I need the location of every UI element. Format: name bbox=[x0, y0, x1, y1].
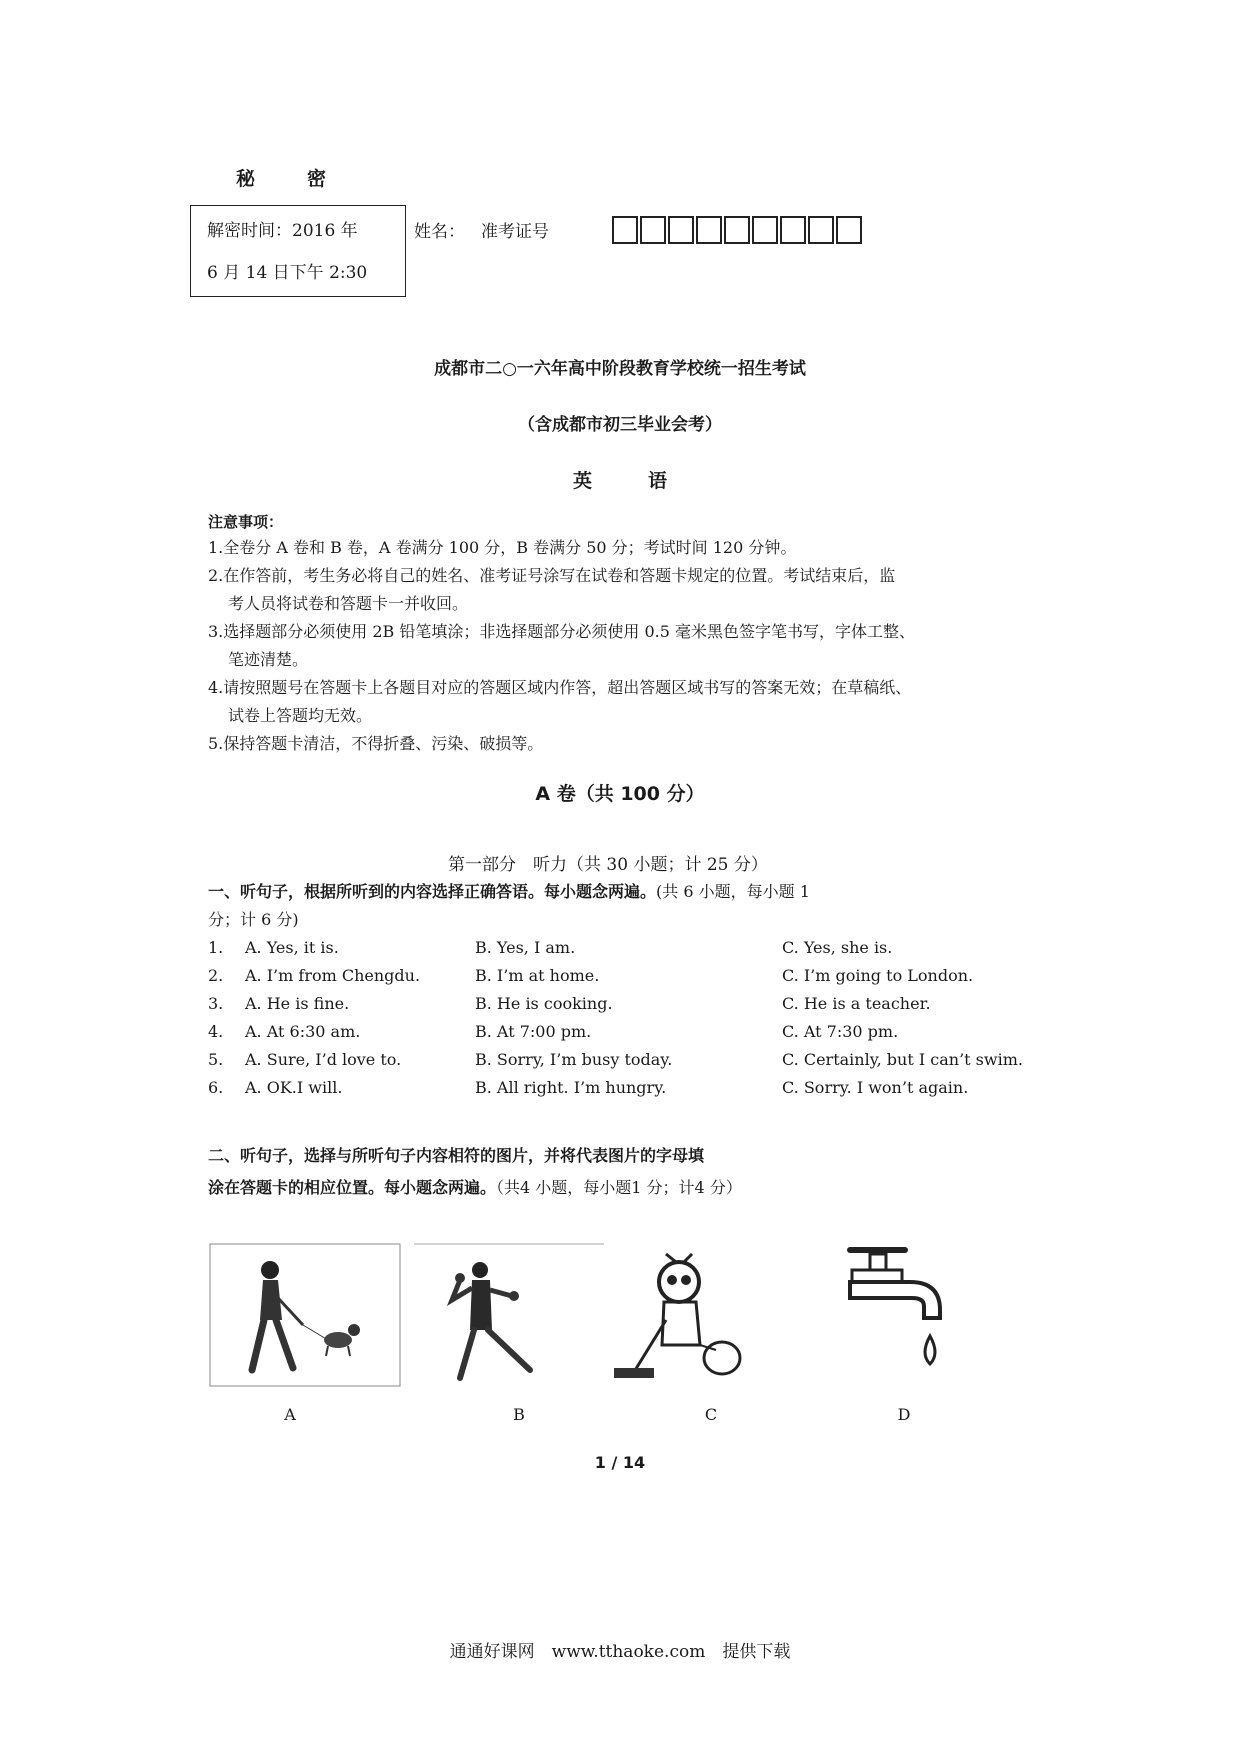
ticket-number-label: 准考证号 bbox=[481, 222, 549, 242]
option-a: A. Yes, it is. bbox=[245, 938, 339, 957]
secret-char-1: 秘 bbox=[236, 168, 256, 190]
option-b: B. Sorry, I’m busy today. bbox=[475, 1050, 673, 1069]
option-a: A. Sure, I’d love to. bbox=[245, 1050, 402, 1069]
name-label: 姓名： bbox=[414, 222, 465, 242]
note-item: 5.保持答题卡清洁，不得折叠、污染、破损等。 bbox=[208, 734, 544, 753]
ticket-box bbox=[724, 216, 750, 244]
ticket-box bbox=[836, 216, 862, 244]
question-number: 5. bbox=[208, 1050, 224, 1069]
picture-label-c: C bbox=[704, 1405, 718, 1424]
ticket-box bbox=[668, 216, 694, 244]
picture-label-a: A bbox=[284, 1405, 296, 1424]
option-c: C. He is a teacher. bbox=[782, 994, 931, 1013]
boxing-man-icon bbox=[412, 1240, 607, 1390]
note-item: 笔迹清楚。 bbox=[228, 650, 309, 669]
section2-bold-1: 二、听句子，选择与所听句子内容相符的图片，并将代表图片的字母填 bbox=[208, 1146, 705, 1165]
option-c: C. I’m going to London. bbox=[782, 966, 974, 985]
dripping-tap-icon bbox=[800, 1240, 995, 1390]
question-number: 6. bbox=[208, 1078, 224, 1097]
footer-download-note: 通通好课网 www.tthaoke.com 提供下载 bbox=[449, 1642, 791, 1662]
section1-tail: (共 6 小题，每小题 1 bbox=[656, 882, 810, 901]
picture-label-b: B bbox=[513, 1405, 525, 1424]
picture-label-d: D bbox=[897, 1405, 911, 1424]
question-number: 1. bbox=[208, 938, 224, 957]
secret-mark bbox=[236, 164, 378, 191]
option-b: B. I’m at home. bbox=[475, 966, 600, 985]
option-a: A. I’m from Chengdu. bbox=[245, 966, 421, 985]
subject-char-2: 语 bbox=[648, 470, 668, 492]
section2-tail: （共4 小题，每小题1 分；计4 分） bbox=[496, 1178, 742, 1197]
question-number: 3. bbox=[208, 994, 224, 1013]
ticket-box bbox=[752, 216, 778, 244]
exam-title: 成都市二○一六年高中阶段教育学校统一招生考试 bbox=[434, 359, 806, 379]
declassify-line-2: 6 月 14 日下午 2:30 bbox=[207, 263, 368, 283]
option-c: C. Sorry. I won’t again. bbox=[782, 1078, 969, 1097]
note-item: 2.在作答前，考生务必将自己的姓名、准考证号涂写在试卷和答题卡规定的位置。考试结束后，监 bbox=[208, 566, 896, 585]
ticket-box bbox=[612, 216, 638, 244]
ticket-box bbox=[780, 216, 806, 244]
section1-bold: 一、听句子，根据所听到的内容选择正确答语。每小题念两遍。 bbox=[208, 882, 657, 901]
section2-instructions bbox=[208, 1140, 988, 1204]
section1-line2: 分；计 6 分) bbox=[208, 910, 299, 929]
declassify-time-box bbox=[190, 205, 406, 297]
option-a: A. He is fine. bbox=[245, 994, 350, 1013]
question-number: 4. bbox=[208, 1022, 224, 1041]
option-c: C. At 7:30 pm. bbox=[782, 1022, 899, 1041]
subject-char-1: 英 bbox=[572, 470, 592, 492]
page-number: 1 / 14 bbox=[594, 1453, 646, 1472]
note-item: 1.全卷分 A 卷和 B 卷，A 卷满分 100 分，B 卷满分 50 分；考试时间 120 分钟。 bbox=[208, 538, 797, 557]
ticket-box bbox=[696, 216, 722, 244]
part1-title: 第一部分 听力（共 30 小题；计 25 分） bbox=[448, 855, 768, 875]
question-number: 2. bbox=[208, 966, 224, 985]
paper-a-title: A 卷（共 100 分） bbox=[535, 783, 705, 805]
robot-vacuuming-icon bbox=[604, 1240, 799, 1390]
ticket-box bbox=[808, 216, 834, 244]
notes-heading: 注意事项： bbox=[208, 513, 284, 531]
declassify-line-1: 解密时间：2016 年 bbox=[207, 221, 358, 241]
subject-title bbox=[0, 466, 1240, 493]
note-item: 4.请按照题号在答题卡上各题目对应的答题区域内作答，超出答题区域书写的答案无效；在草稿纸、 bbox=[208, 678, 912, 697]
section2-bold-2: 涂在答题卡的相应位置。每小题念两遍。 bbox=[208, 1178, 497, 1197]
note-item: 考人员将试卷和答题卡一并收回。 bbox=[228, 594, 469, 613]
ticket-number-boxes bbox=[612, 216, 864, 244]
ticket-box bbox=[640, 216, 666, 244]
option-a: A. OK.I will. bbox=[245, 1078, 343, 1097]
option-b: B. All right. I’m hungry. bbox=[475, 1078, 667, 1097]
option-a: A. At 6:30 am. bbox=[245, 1022, 361, 1041]
note-item: 3.选择题部分必须使用 2B 铅笔填涂；非选择题部分必须使用 0.5 毫米黑色签字笔书写，字体工整、 bbox=[208, 622, 915, 641]
option-b: B. He is cooking. bbox=[475, 994, 613, 1013]
option-b: B. At 7:00 pm. bbox=[475, 1022, 592, 1041]
option-c: C. Certainly, but I can’t swim. bbox=[782, 1050, 1023, 1069]
option-c: C. Yes, she is. bbox=[782, 938, 893, 957]
section1-instructions bbox=[208, 878, 968, 934]
secret-char-2: 密 bbox=[307, 168, 327, 190]
exam-subtitle: （含成都市初三毕业会考） bbox=[518, 415, 722, 435]
option-b: B. Yes, I am. bbox=[475, 938, 576, 957]
note-item: 试卷上答题均无效。 bbox=[228, 706, 373, 725]
walking-dog-icon bbox=[208, 1240, 403, 1390]
